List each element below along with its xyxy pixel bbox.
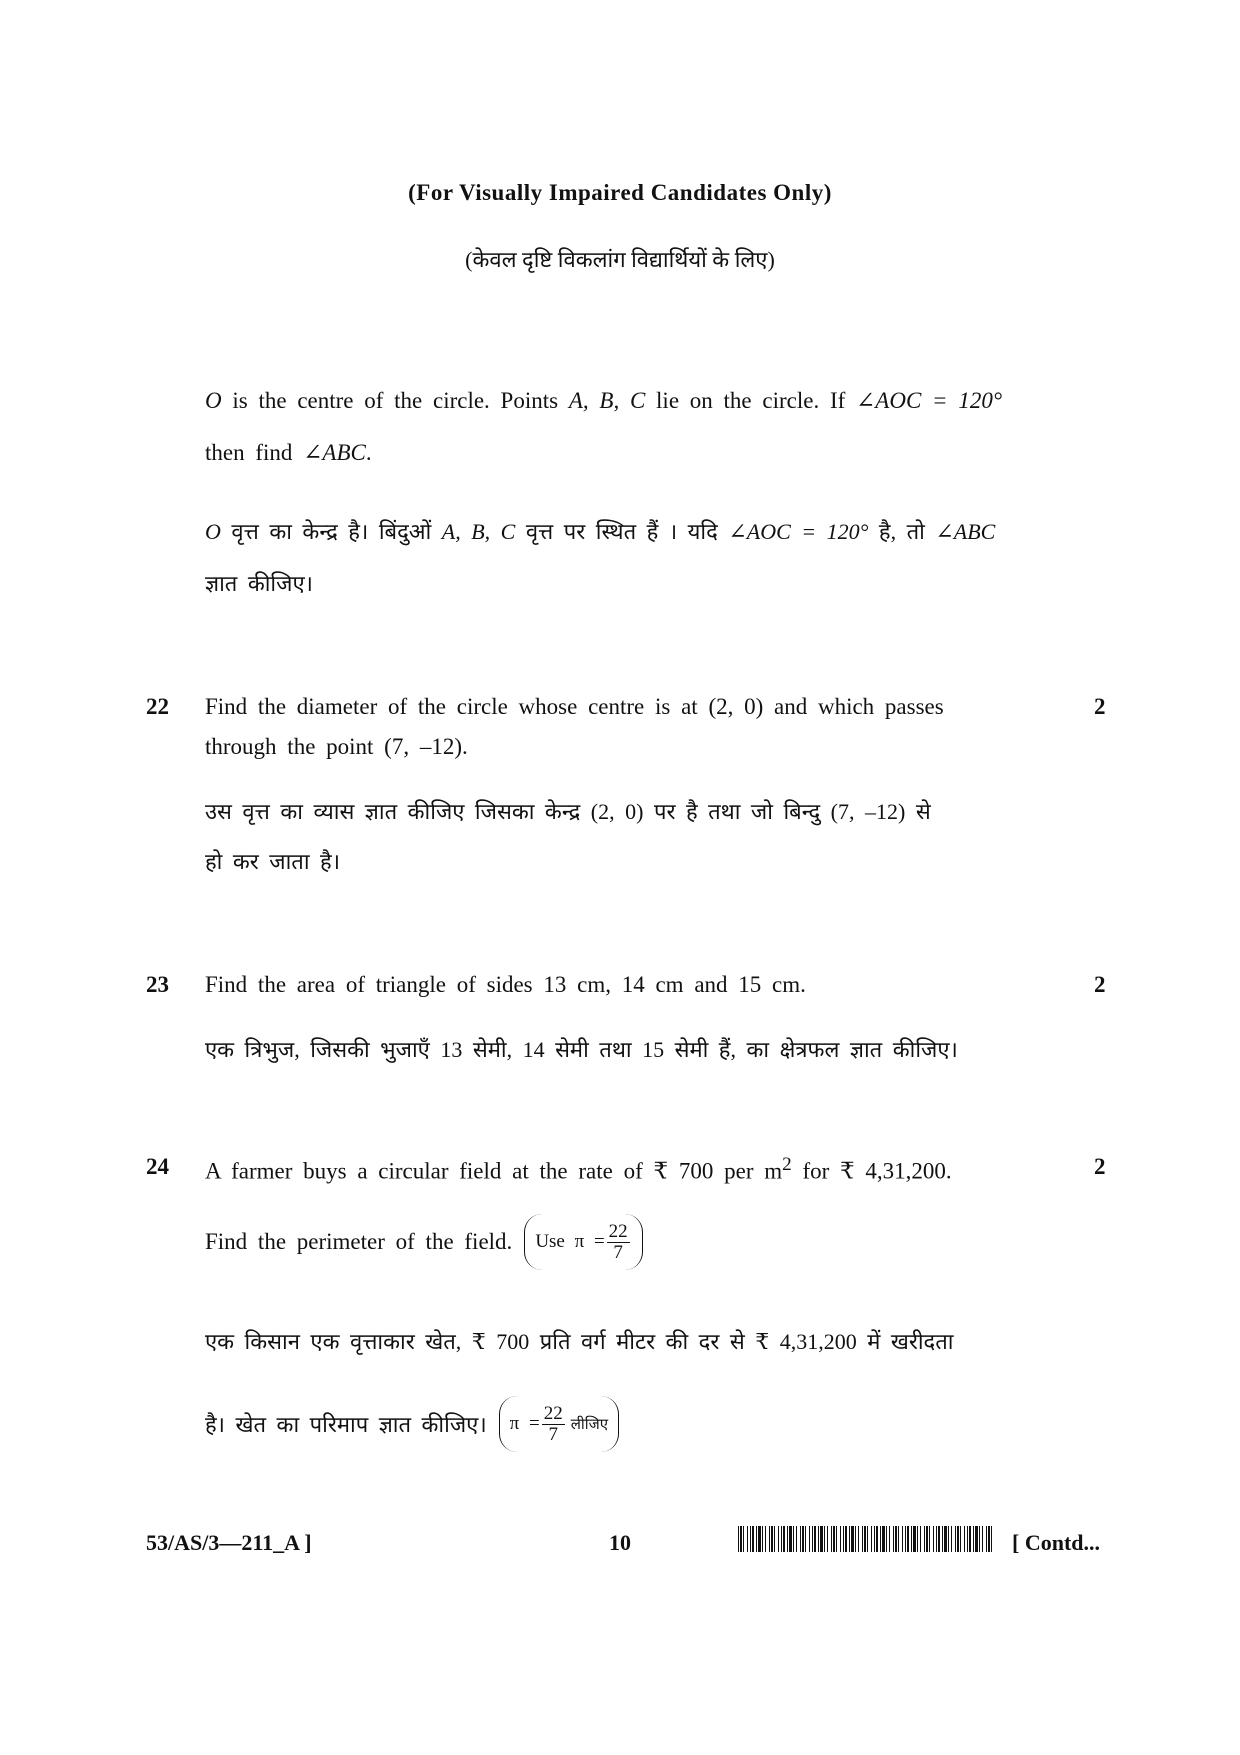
q21-english-line-1: O is the centre of the circle. Points A, B, C lie on the circle. If ∠AOC = 120° [205,388,1003,413]
section-heading: (For Visually Impaired Candidates Only) [408,180,832,205]
q24-english-line-1: A farmer buys a circular field at the rate of ₹ 700 per $m^2$ for ₹ 4,31,200. [205,1154,952,1184]
question-marks: 2 [1094,972,1106,997]
pi-hint-hindi: π = $\frac{22}{7}$ लीजिए [499,1396,619,1452]
continued-label: [ Contd... [1012,1530,1101,1555]
angle-abc: ∠ABC [303,440,366,465]
q23-hindi-line-1: एक त्रिभुज, जिसकी भुजाएँ 13 सेमी, 14 सेमी तथा 15 सेमी हैं, का क्षेत्रफल ज्ञात कीजिए। [205,1037,958,1062]
angle-aoc: ∠AOC = 120° [856,388,1003,413]
question-number: 23 [146,972,169,997]
q22-hindi-line-2: हो कर जाता है। [205,849,341,874]
question-marks: 2 [1094,694,1106,719]
pi-fraction: $\frac{22}{7}$ [608,1220,628,1263]
q21-hindi-line-2: ज्ञात कीजिए। [205,571,313,596]
q23-english-line-1: Find the area of triangle of sides 13 cm, 14 cm and 15 cm. [205,972,806,997]
question-number: 24 [146,1154,169,1179]
section-heading-hindi: (केवल दृष्टि विकलांग विद्यार्थियों के लिए) [465,247,775,272]
page-number: 10 [609,1530,631,1555]
pi-hint: Use π = $\frac{22}{7}$ [524,1214,642,1270]
q21-hindi-line-1: O वृत्त का केन्द्र है। बिंदुओं A, B, C वृत्त पर स्थित हैं । यदि ∠AOC = 120° है, तो ∠ABC [205,519,996,544]
question-number: 22 [146,694,169,719]
q22-english-line-1: Find the diameter of the circle whose centre is at (2, 0) and which passes [205,694,944,719]
q22-hindi-line-1: उस वृत्त का व्यास ज्ञात कीजिए जिसका केन्द्र (2, 0) पर है तथा जो बिन्दु (7, –12) से [205,799,931,824]
q24-english-line-2: Find the perimeter of the field. Use π = $\frac{22}{7}$ [205,1214,643,1270]
question-marks: 2 [1094,1154,1106,1179]
q24-hindi-line-1: एक किसान एक वृत्ताकार खेत, ₹ 700 प्रति वर्ग मीटर की दर से ₹ 4,31,200 में खरीदता [205,1329,954,1354]
barcode [738,1526,994,1552]
q21-english-line-2: then find ∠ABC. [205,440,372,465]
paper-code: 53/AS/3—211_A ] [146,1530,312,1555]
q24-hindi-line-2: है। खेत का परिमाप ज्ञात कीजिए। π = $\frac{22}{7}$ लीजिए [205,1396,619,1452]
q22-english-line-2: through the point (7, –12). [205,734,468,759]
